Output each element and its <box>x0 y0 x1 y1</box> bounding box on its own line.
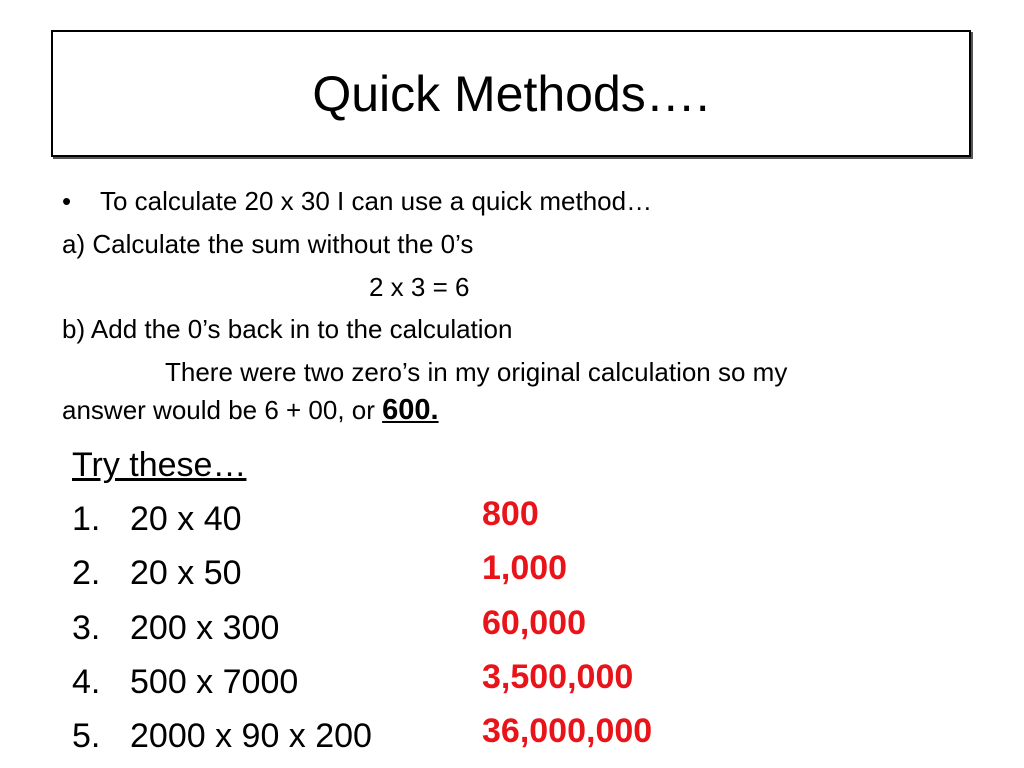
exercises-heading-text: Try these… <box>72 446 247 484</box>
step-b-explanation-line1: There were two zero’s in my original calculation so my <box>165 357 788 387</box>
exercise-question: 2000 x 90 x 200 <box>130 717 372 755</box>
slide-title: Quick Methods…. <box>312 65 710 122</box>
exercise-answer: 800 <box>482 495 539 533</box>
exercise-number: 5. <box>72 717 101 755</box>
worked-answer: 600. <box>382 394 439 426</box>
exercise-question: 200 x 300 <box>130 609 280 647</box>
exercises-heading <box>72 448 246 482</box>
step-b-explanation-text: answer would be 6 + 00, or <box>62 395 383 425</box>
exercise-number: 1. <box>72 500 101 538</box>
exercise-question: 20 x 40 <box>130 500 242 538</box>
exercise-question: 20 x 50 <box>130 554 242 592</box>
exercise-answer: 60,000 <box>482 604 586 642</box>
intro-text: To calculate 20 x 30 I can use a quick method… <box>100 186 653 216</box>
step-a-example: 2 x 3 = 6 <box>369 272 470 302</box>
exercise-question: 500 x 7000 <box>130 663 299 701</box>
title-box <box>51 30 971 157</box>
exercise-number: 2. <box>72 554 101 592</box>
step-b-text: b) Add the 0’s back in to the calculation <box>62 314 513 344</box>
step-b-explanation-line2 <box>62 396 439 425</box>
exercise-answer: 1,000 <box>482 549 568 587</box>
step-a-text: a) Calculate the sum without the 0’s <box>62 229 474 259</box>
exercise-number: 3. <box>72 609 101 647</box>
exercise-number: 4. <box>72 663 101 701</box>
exercise-answer: 3,500,000 <box>482 658 634 696</box>
bullet-dot: • <box>62 186 72 216</box>
exercise-answer: 36,000,000 <box>482 712 653 750</box>
